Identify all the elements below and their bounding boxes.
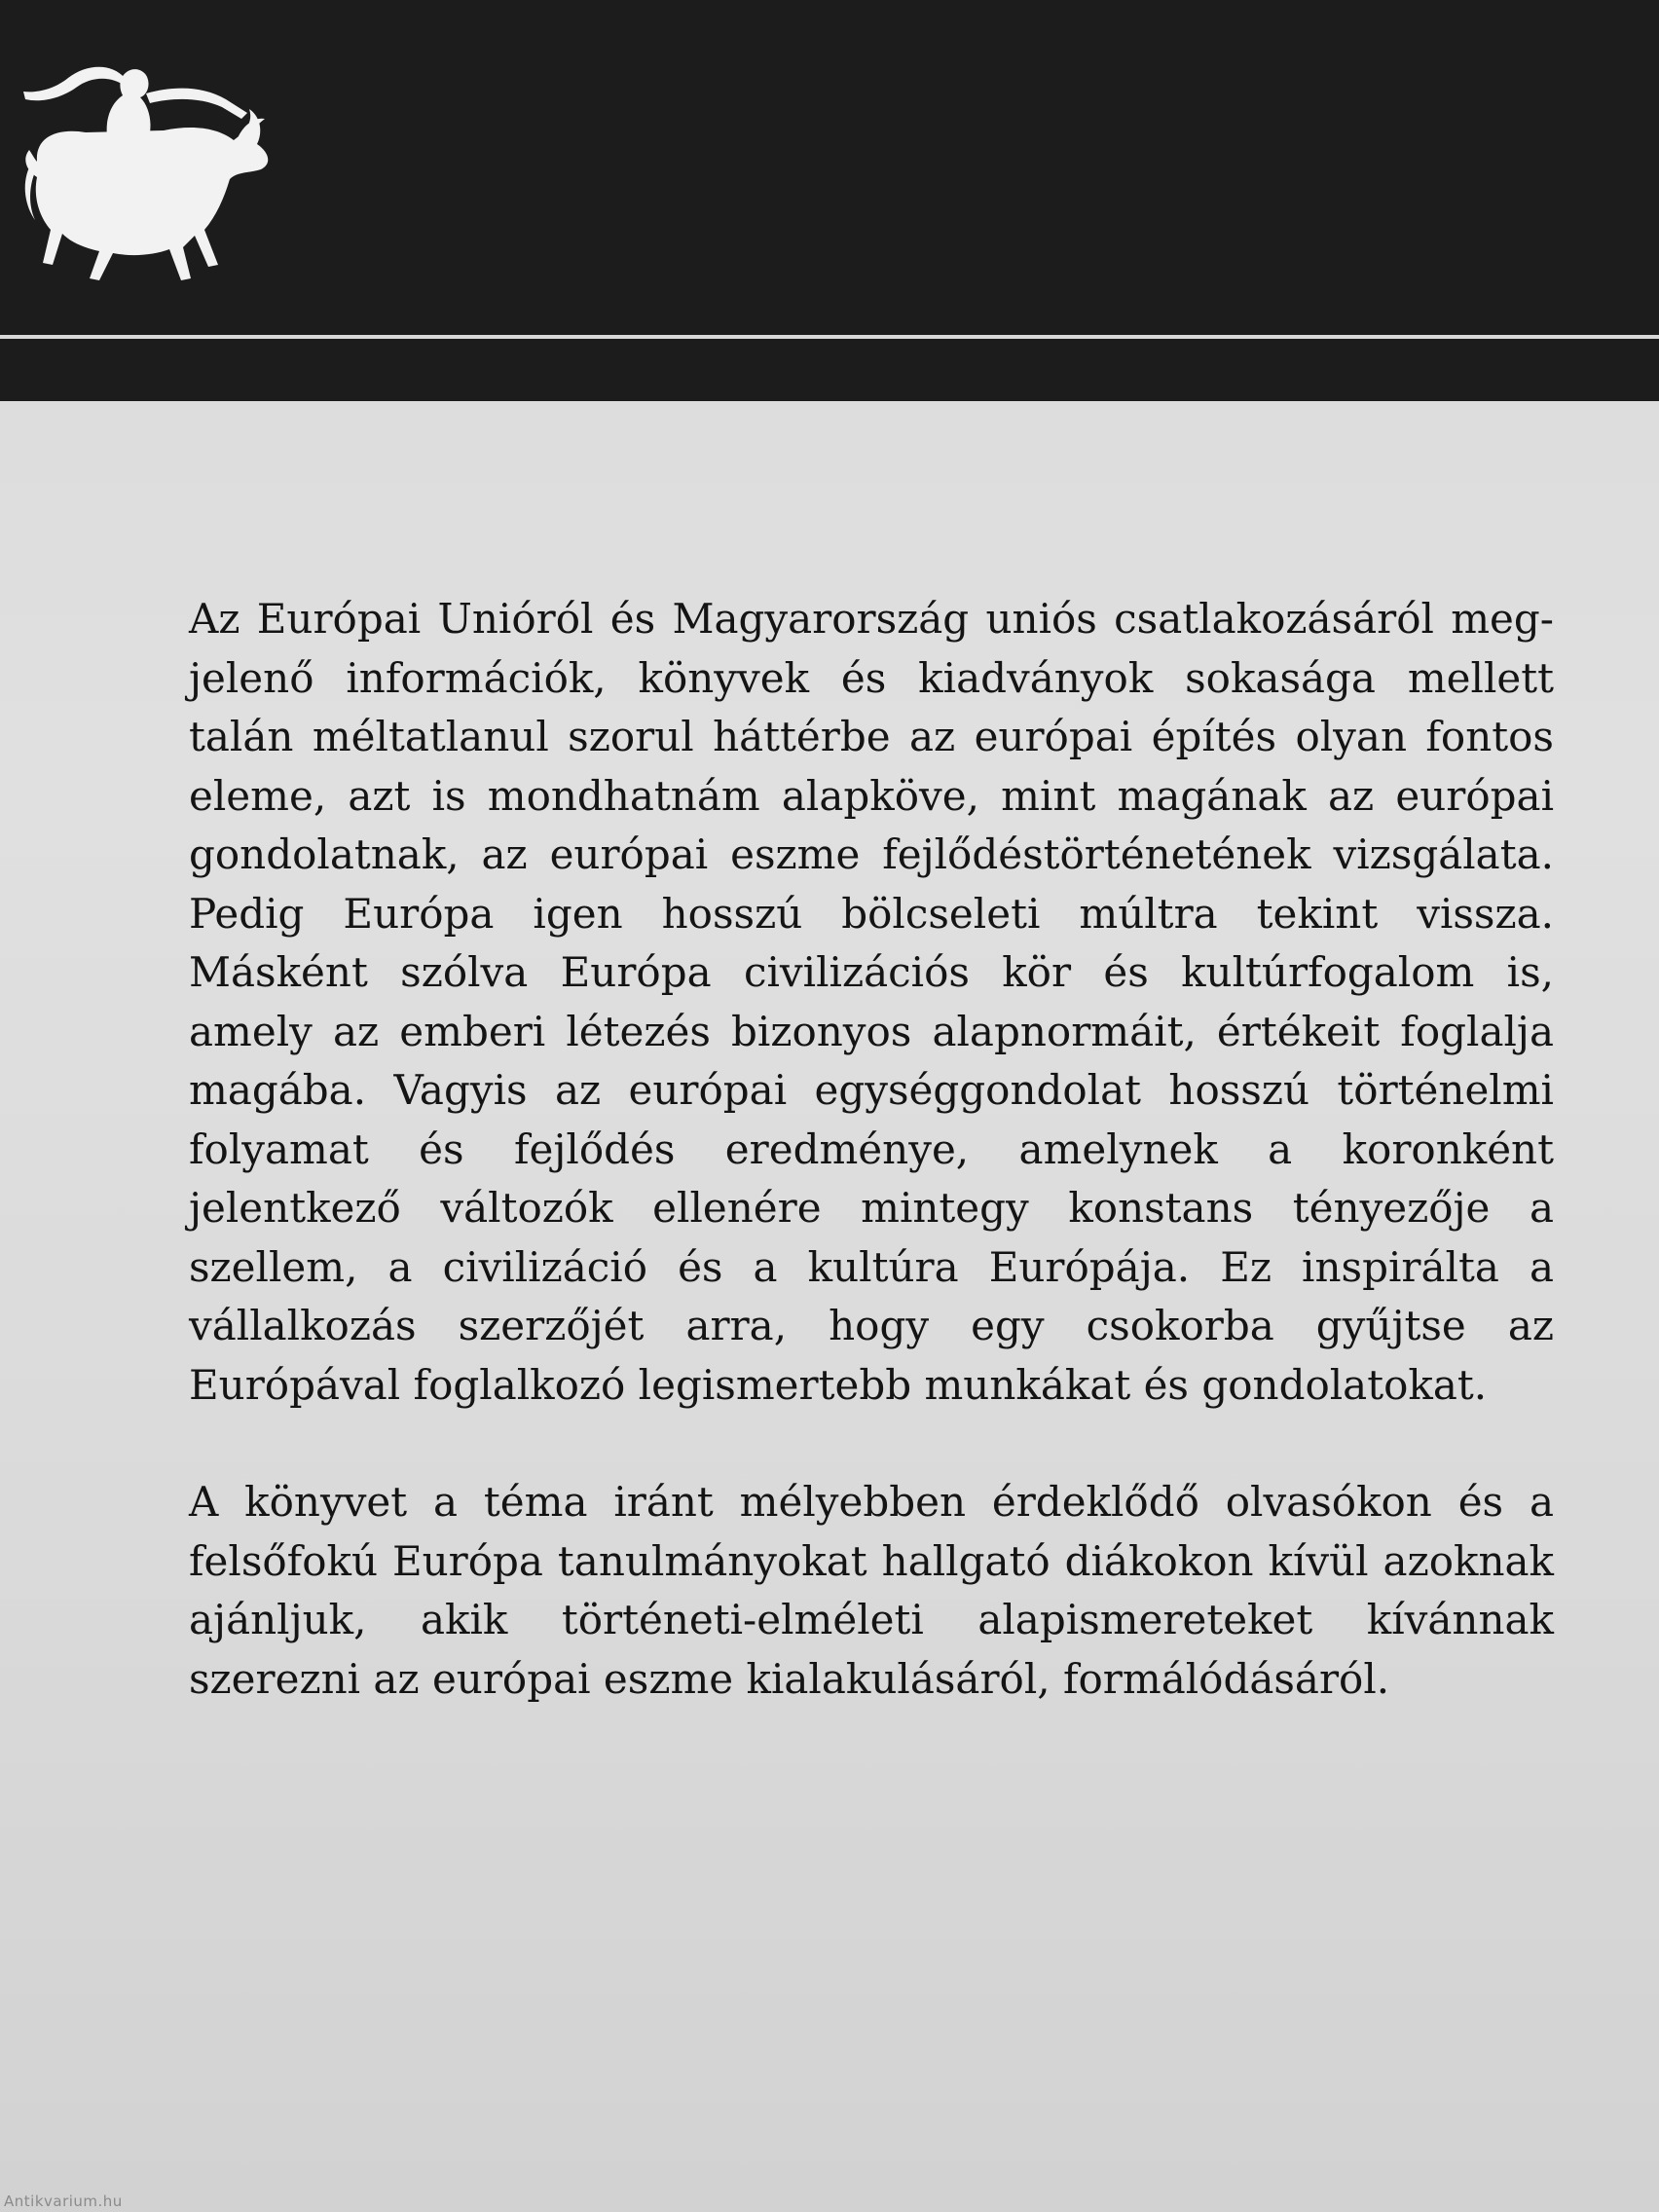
blurb-paragraph-1: Az Európai Unióról és Magyarország uniós csatlakozásáról megjelenő információk, könyvek és kiadványok sokasága mellett talán méltatlanul szorul háttérbe az európai építés olyan fontos eleme, azt is mondhatnám alapköve, mint magának az európai gondolatnak, az európai eszme fejlődéstörténetének vizsgálata. Pedig Európa igen hosszú bölcseleti múltra tekint vissza. Másként szólva Európa civilizációs kör és kultúrfogalom is, amely az emberi létezés bizonyos alapnormáit, értékeit foglalja magába. Vagyis az európai egységgondolat hosszú történelmi folyamat és fejlődés eredménye, amelynek a koronként jelentkező változók ellenére mintegy konstans tényezője a szellem, a civilizáció és a kultúra Európája. Ez inspirálta a vállalkozás szerzőjét arra, hogy egy csokorba gyűjtse az Európával foglalkozó legismertebb munkákat és gondolatokat.	[189, 595, 1554, 1409]
europa-on-bull-icon	[18, 35, 273, 292]
header-rule	[0, 335, 1659, 339]
watermark: Antikvarium.hu	[4, 2193, 123, 2210]
header-band	[0, 0, 1659, 401]
blurb-paragraph-2: A könyvet a téma iránt mélyebben érdeklődő olvasókon és a felsőfokú Európa tanulmányokat hallgató diákokon kívül azoknak ajánljuk, akik történeti-elméleti alapismereteket kívánnak szerezni az európai eszme kialakulásáról, formálódásáról.	[189, 1478, 1554, 1703]
blurb-text	[189, 590, 1554, 1709]
